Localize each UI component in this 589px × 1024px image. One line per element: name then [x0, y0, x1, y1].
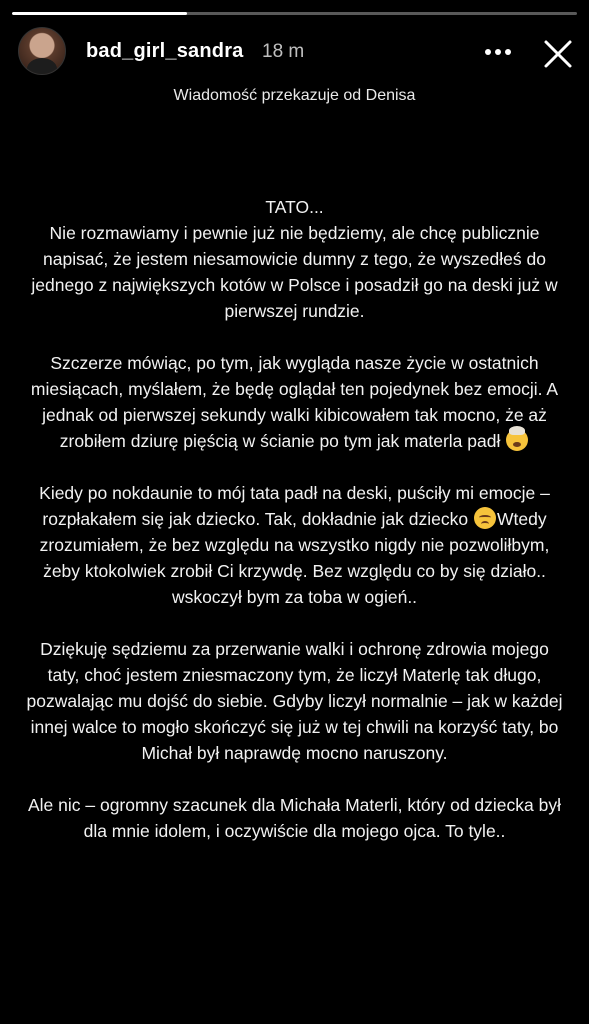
story-message [24, 194, 565, 870]
message-paragraph [24, 480, 565, 610]
more-horizontal-icon [484, 48, 512, 56]
message-paragraph: Dziękuję sędziemu za przerwanie walki i ochronę zdrowia mojego taty, choć jestem zniesmaczony tym, że liczył Materlę tak długo, pozwalając mu dojść do siebie. Gdyby liczył normalnie – jak w każdej innej walce to mogło skończyć się już w tej chwili na korzyść taty, bo Michał był naprawdę mocno naruszony. [26, 639, 563, 763]
message-heading: TATO... [265, 197, 324, 217]
story-progress-fill [12, 12, 187, 15]
sad-face-icon [474, 507, 496, 529]
story-header [0, 24, 589, 80]
message-text: Wtedy zrozumiałem, że bez względu na wszystko nigdy nie pozwoliłbym, żeby ktokolwiek zrobił Ci krzywdę. Bez względu co by się działo.. wskoczył bym za toba w ogień.. [39, 509, 550, 607]
message-text: Szczerze mówiąc, po tym, jak wygląda nasze życie w ostatnich miesiącach, myślałem, że będę oglądał ten pojedynek bez emocji. A jednak od pierwszej sekundy walki kibicowałem tak mocno, że aż zrobiłem dziurę pięścią w ścianie po tym jak materla padł [30, 353, 559, 451]
username[interactable]: bad_girl_sandra [86, 40, 244, 62]
exploding-head-icon [506, 429, 528, 451]
story-subtitle: Wiadomość przekazuje od Denisa [173, 87, 416, 104]
message-paragraph: Nie rozmawiamy i pewnie już nie będziemy, ale chcę publicznie napisać, że jestem niesamowicie dumny z tego, że wyszedłeś do jednego z największych kotów w Polsce i posadził go na deski już w pierwszej rundzie. [31, 223, 558, 321]
close-button[interactable] [538, 34, 578, 74]
message-paragraph: Ale nic – ogromny szacunek dla Michała Materli, który od dziecka był dla mnie idolem, i oczywiście dla mojego ojca. To tyle.. [27, 795, 561, 841]
close-icon [543, 39, 573, 69]
message-text: Kiedy po nokdaunie to mój tata padł na deski, puściły mi emocje – rozpłakałem się jak dziecko. Tak, dokładnie jak dziecko [39, 483, 550, 529]
story-progress-bar [12, 12, 577, 15]
avatar[interactable] [18, 27, 66, 75]
more-options-button[interactable] [478, 36, 518, 68]
message-paragraph [24, 350, 565, 454]
time-ago: 18 m [262, 41, 305, 62]
